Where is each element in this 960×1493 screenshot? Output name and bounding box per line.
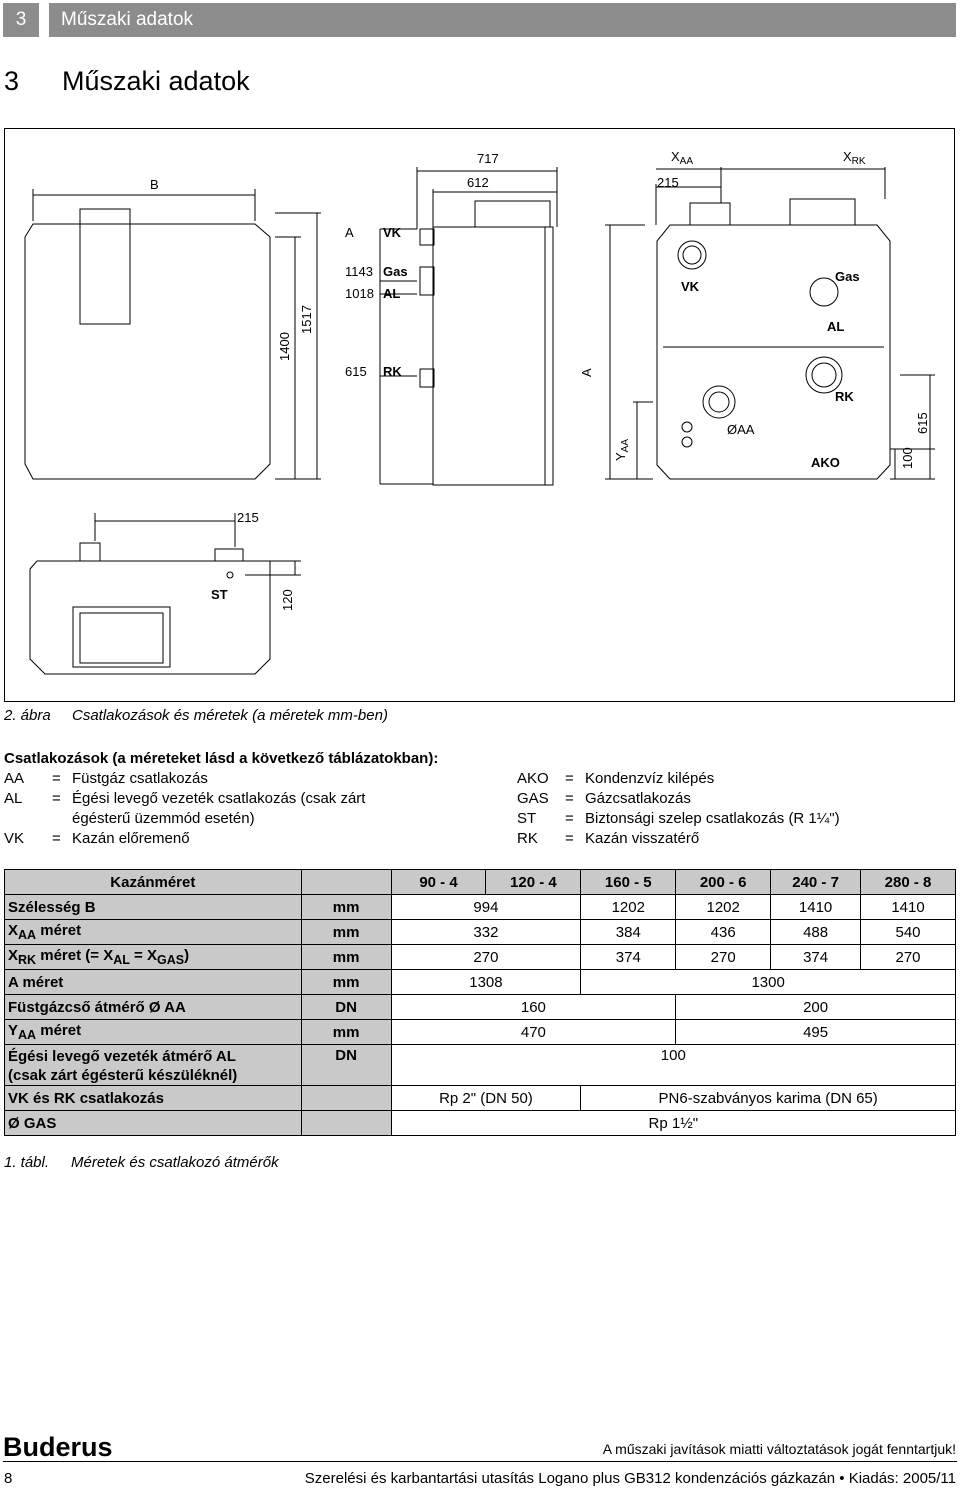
dim-b: B (150, 177, 159, 192)
table-caption-number: 1. tábl. (4, 1154, 50, 1171)
page-number: 8 (4, 1470, 13, 1487)
table-size: 120 - 4 (486, 870, 581, 895)
footer-divider (3, 1461, 957, 1462)
heading-number: 3 (4, 66, 20, 96)
table-row-flue: Füstgázcső átmérő Ø AA DN 160 200 (5, 995, 956, 1020)
label-vk: VK (383, 225, 402, 240)
legend-item-rk: RK = Kazán visszatérő (517, 830, 700, 847)
spec-table (4, 869, 956, 1136)
table-size: 90 - 4 (391, 870, 486, 895)
table-row-width-b: Szélesség B mm 994 1202 1202 1410 1410 (5, 895, 956, 920)
table-row-xrk: $X_{RK}$ méret (= $X_{AL} = X_{GAS}$) mm 270 374 270 374 270 (5, 945, 956, 970)
dim-1400: 1400 (277, 332, 292, 361)
legend-right (517, 769, 840, 849)
dim-xaa: $X_{AA}$ (671, 149, 694, 167)
footer-note: A műszaki javítások miatti változtatások jogát fenntartjuk! (602, 1441, 956, 1457)
label-a: A (345, 225, 354, 240)
dim-yaa: $Y_{AA}$ (613, 438, 631, 461)
table-caption (4, 1154, 279, 1171)
table-size: 280 - 8 (861, 870, 956, 895)
footer-text: Szerelési és karbantartási utasítás Logano plus GB312 kondenzációs gázkazán • Kiadás: 2005/11 (304, 1470, 956, 1487)
label-oaa: ØAA (727, 422, 755, 437)
label-st: ST (211, 587, 228, 602)
page-heading (4, 66, 250, 97)
table-row-al: Égési levegő vezeték átmérő AL (csak zárt égésterű készüléknél) DN 100 (5, 1045, 956, 1086)
label-rk-rear: RK (835, 389, 854, 404)
table-size: 200 - 6 (676, 870, 771, 895)
table-caption-text: Méretek és csatlakozó átmérők (71, 1154, 279, 1171)
figure-caption (4, 707, 388, 724)
legend-item-gas: GAS = Gázcsatlakozás (517, 790, 691, 807)
dim-615: 615 (345, 364, 367, 379)
legend-item-ako: AKO = Kondenzvíz kilépés (517, 770, 715, 787)
label-al: AL (383, 286, 401, 301)
legend-item-al-cont: égésterű üzemmód esetén) (72, 810, 255, 827)
figure-caption-number: 2. ábra (4, 707, 51, 724)
section-number-badge: 3 (3, 3, 39, 37)
table-head-label: Kazánméret (5, 870, 302, 895)
label-al-rear: AL (827, 319, 845, 334)
dim-215: 215 (657, 175, 679, 190)
table-row-xaa: $X_{AA}$ méret mm 332 384 436 488 540 (5, 920, 956, 945)
table-size: 240 - 7 (771, 870, 861, 895)
legend-item-al: AL = Égési levegő vezeték csatlakozás (csak zárt (4, 790, 366, 807)
dim-100: 100 (900, 447, 915, 469)
table-header-row (5, 870, 956, 895)
buderus-logo: Buderus (3, 1432, 113, 1462)
side-view (380, 167, 557, 485)
table-row-vkrk: VK és RK csatlakozás Rp 2" (DN 50) PN6-szabványos karima (DN 65) (5, 1086, 956, 1111)
table-row-gas: Ø GAS Rp 1½" (5, 1111, 956, 1136)
table-row-a: A méret mm 1308 1300 (5, 970, 956, 995)
dim-120: 120 (280, 589, 295, 611)
figure-caption-text: Csatlakozások és méretek (a méretek mm-ben) (72, 707, 388, 724)
legend-item-vk: VK = Kazán előremenő (4, 830, 190, 847)
table-size: 160 - 5 (581, 870, 676, 895)
dim-215-top: 215 (237, 510, 259, 525)
dim-1143: 1143 (345, 264, 373, 279)
label-gas: Gas (383, 264, 408, 279)
drawing-svg (5, 129, 956, 703)
dim-1018: 1018 (345, 286, 374, 301)
technical-drawing (4, 128, 955, 702)
heading-title: Műszaki adatok (62, 66, 250, 96)
dim-612: 612 (467, 175, 489, 190)
table-row-yaa: $Y_{AA}$ méret mm 470 495 (5, 1020, 956, 1045)
legend-heading: Csatlakozások (a méreteket lásd a következő táblázatokban): (4, 750, 439, 767)
legend-left (4, 769, 365, 849)
dim-1517: 1517 (299, 305, 314, 334)
label-ako: AKO (811, 455, 840, 470)
label-gas-rear: Gas (835, 269, 860, 284)
legend-item-aa: AA = Füstgáz csatlakozás (4, 770, 208, 787)
legend-item-st: ST = Biztonsági szelep csatlakozás (R 1¼") (517, 810, 840, 827)
label-rk: RK (383, 364, 402, 379)
label-vk-rear: VK (681, 279, 700, 294)
dim-615-rear: 615 (915, 412, 930, 434)
dim-717: 717 (477, 151, 499, 166)
section-title-bar: Műszaki adatok (49, 3, 956, 37)
rear-view (605, 167, 935, 479)
dim-a: A (579, 368, 594, 377)
dim-xrk: $X_{RK}$ (843, 149, 866, 167)
top-view (30, 513, 301, 674)
